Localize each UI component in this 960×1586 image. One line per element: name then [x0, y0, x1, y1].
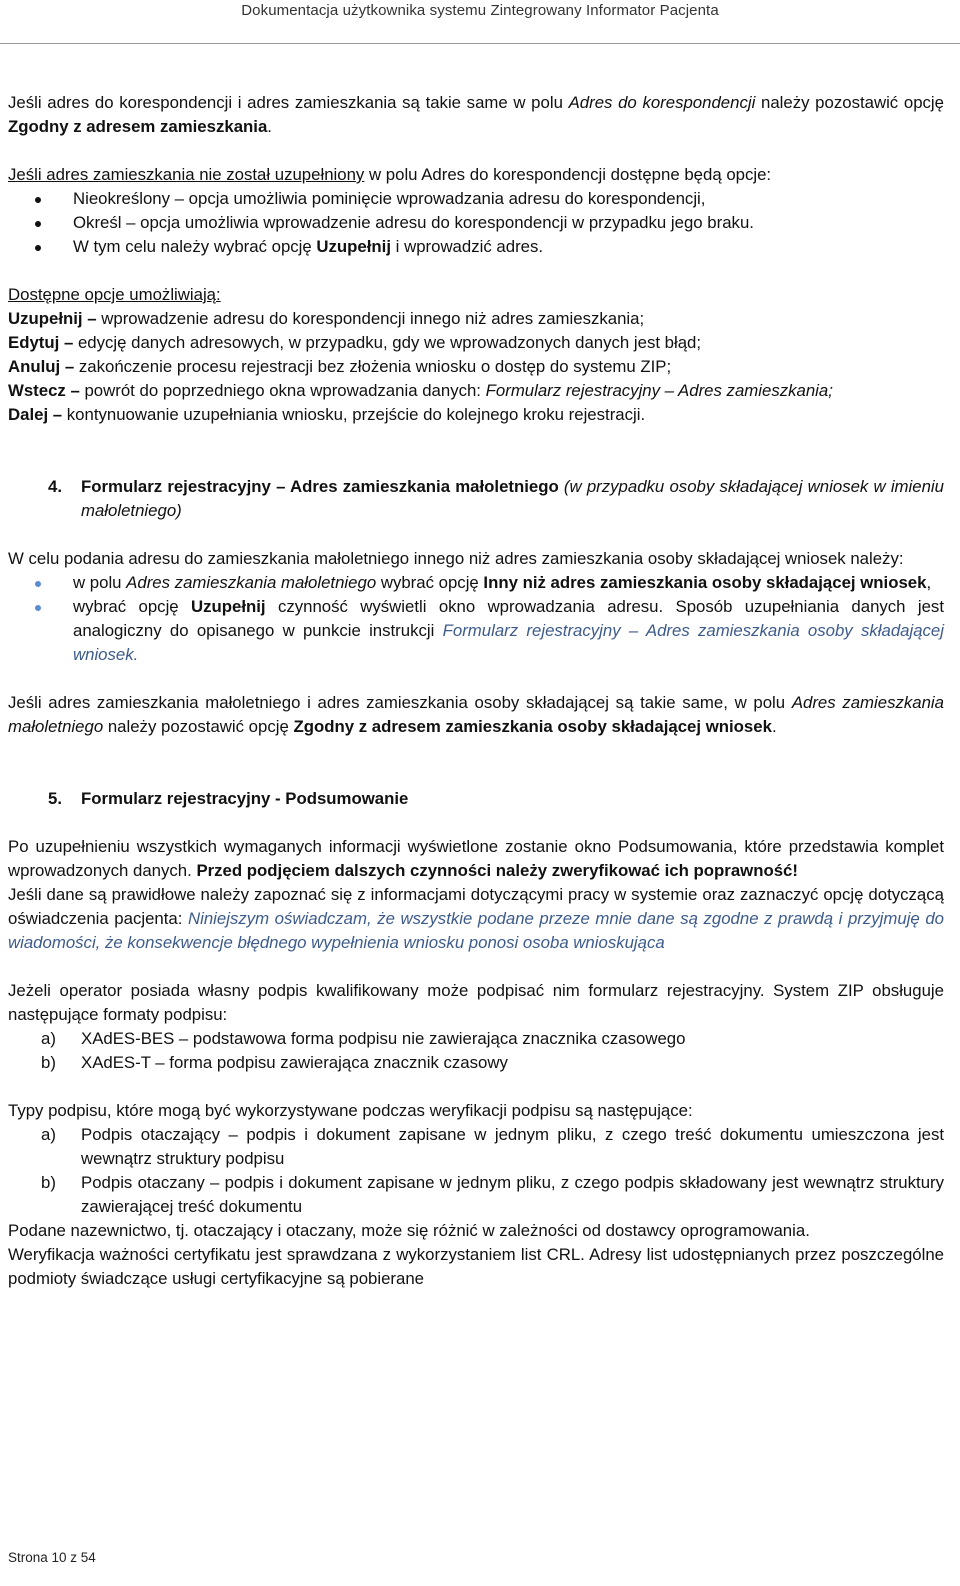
option-dalej: Dalej – kontynuowanie uzupełniania wniosku, przejście do kolejnego kroku rejestracji. [8, 405, 646, 424]
list-item: Określ – opcja umożliwia wprowadzenie adresu do korespondencji w przypadku jego braku. [8, 211, 944, 235]
section-5-heading: 5. Formularz rejestracyjny - Podsumowanie [48, 789, 409, 808]
bullet-icon [35, 581, 41, 587]
list-item: W tym celu należy wybrać opcję Uzupełnij i wprowadzić adres. [8, 235, 944, 259]
section-5-signature-types: Typy podpisu, które mogą być wykorzystywane podczas weryfikacji podpisu są następujące: [8, 1101, 693, 1120]
section-4-intro: W celu podania adresu do zamieszkania małoletniego innego niż adres zamieszkania osoby składającej wniosek należy: [8, 549, 904, 568]
section-4-heading: 4. Formularz rejestracyjny – Adres zamieszkania małoletniego (w przypadku osoby składającej wniosek w imieniu małoletniego) [48, 477, 944, 520]
option-uzupelnij: Uzupełnij – wprowadzenie adresu do korespondencji innego niż adres zamieszkania; [8, 309, 645, 328]
page-number: Strona 10 z 54 [8, 1550, 96, 1565]
option-edytuj: Edytuj – edycję danych adresowych, w przypadku, gdy we wprowadzonych danych jest błąd; [8, 333, 702, 352]
section-5-declaration: Jeśli dane są prawidłowe należy zapoznać się z informacjami dotyczącymi pracy w systemie oraz zaznaczyć opcję dotyczącą oświadczenia pacjenta: Niniejszym oświadczam, że wszystkie podane przeze mnie dane są zgodne z prawdą i przyjmuję do wiadomości, że konsekwencje błędnego wypełnienia wniosku ponosi osoba wnioskująca [8, 885, 944, 952]
options-heading: Dostępne opcje umożliwiają: [8, 285, 221, 304]
bullet-icon [35, 245, 41, 251]
document-body [8, 91, 944, 1291]
page-header [0, 0, 960, 44]
paragraph-same-address: Jeśli adres do korespondencji i adres zamieszkania są takie same w polu Adres do korespondencji należy pozostawić opcję Zgodny z adresem zamieszkania. [8, 93, 944, 136]
list-item: w polu Adres zamieszkania małoletniego wybrać opcję Inny niż adres zamieszkania osoby składającej wniosek, [8, 571, 944, 595]
option-wstecz: Wstecz – powrót do poprzedniego okna wprowadzania danych: Formularz rejestracyjny – Adres zamieszkania; [8, 381, 833, 400]
list-item: b) XAdES-T – forma podpisu zawierająca znacznik czasowy [41, 1053, 508, 1072]
bullet-icon [35, 197, 41, 203]
section-5-signature-info: Jeżeli operator posiada własny podpis kwalifikowany może podpisać nim formularz rejestracyjny. System ZIP obsługuje następujące formaty podpisu: [8, 981, 944, 1024]
list-item: Nieokreślony – opcja umożliwia pominięcie wprowadzania adresu do korespondencji, [8, 187, 944, 211]
section-5-crl-note: Weryfikacja ważności certyfikatu jest sprawdzana z wykorzystaniem list CRL. Adresy list udostępnianych przez poszczególne podmioty świadczące usługi certyfikacyjne są pobierane [8, 1245, 944, 1288]
section-5-summary: Po uzupełnieniu wszystkich wymaganych informacji wyświetlone zostanie okno Podsumowania, które przedstawia komplet wprowadzonych danych. Przed podjęciem dalszych czynności należy zweryfikować ich poprawność! [8, 837, 944, 880]
list-item: wybrać opcję Uzupełnij czynność wyświetli okno wprowadzania adresu. Sposób uzupełniania danych jest analogiczny do opisanego w punkcie instrukcji Formularz rejestracyjny – Adres zamieszkania osoby składającej wniosek. [8, 595, 944, 667]
section-5-naming-note: Podane nazewnictwo, tj. otaczający i otaczany, może się różnić w zależności od dostawcy oprogramowania. [8, 1221, 810, 1240]
section-4-same-address: Jeśli adres zamieszkania małoletniego i adres zamieszkania osoby składającej są takie same, w polu Adres zamieszkania małoletniego należy pozostawić opcję Zgodny z adresem zamieszkania osoby składającej wniosek. [8, 693, 944, 736]
list-item: a) XAdES-BES – podstawowa forma podpisu nie zawierająca znacznika czasowego [41, 1029, 686, 1048]
bullet-icon [35, 221, 41, 227]
list-item: b) Podpis otaczany – podpis i dokument zapisane w jednym pliku, z czego podpis składowany jest wewnątrz struktury zawierającej treść dokumentu [41, 1173, 944, 1216]
document-title: Dokumentacja użytkownika systemu Zintegrowany Informator Pacjenta [241, 2, 719, 19]
bullet-icon [35, 605, 41, 611]
instruction-reference-link[interactable]: Formularz rejestracyjny – Adres zamieszkania osoby składającej wniosek. [73, 621, 944, 664]
list-item: a) Podpis otaczający – podpis i dokument zapisane w jednym pliku, z czego treść dokumentu umieszczona jest wewnątrz struktury podpisu [41, 1125, 944, 1168]
paragraph-address-missing: Jeśli adres zamieszkania nie został uzupełniony w polu Adres do korespondencji dostępne będą opcje: [8, 165, 772, 184]
option-anuluj: Anuluj – zakończenie procesu rejestracji bez złożenia wniosku o dostęp do systemu ZIP; [8, 357, 672, 376]
